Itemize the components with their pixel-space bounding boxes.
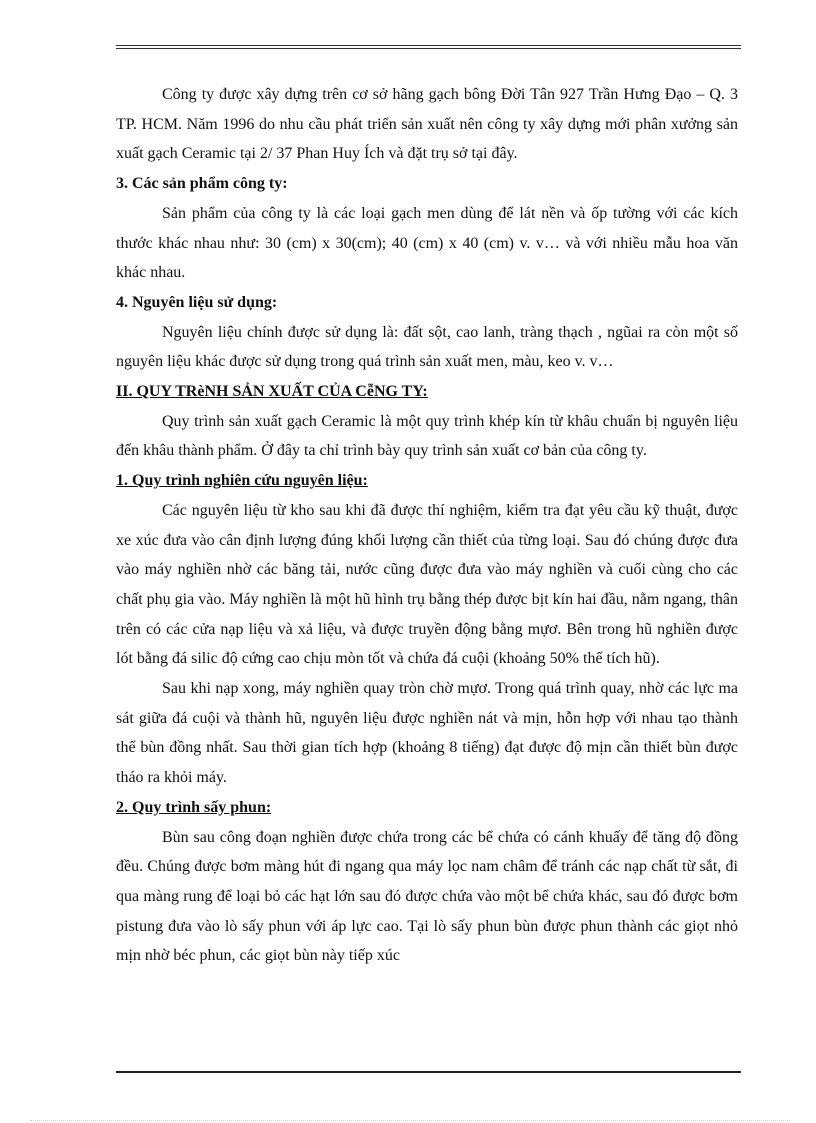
- header-rule-bottom: [116, 48, 741, 49]
- page-edge-dots: [30, 1120, 790, 1121]
- section-heading-products: 3. Các sản phẩm công ty:: [116, 175, 288, 193]
- footer-rule: [116, 1071, 741, 1073]
- section-heading-material-research: 1. Quy trình nghiên cứu nguyên liệu:: [116, 472, 368, 490]
- spray-drying-paragraph: Bùn sau công đoạn nghiền được chứa trong các bể chứa có cánh khuấy để tăng độ đồng đều. Chúng được bơm màng hút đi ngang qua máy lọc nam châm để tránh các nạp chất từ sắt, đi qua màng rung để loại bỏ các hạt lớn sau đó được chứa vào một bể chứa khác, sau đó được bơm pistung đưa vào lò sấy phun với áp lực cao. Tại lò sấy phun bùn được phun thành các giọt nhỏ mịn nhờ béc phun, các giọt bùn này tiếp xúc: [116, 828, 738, 965]
- intro-paragraph: Công ty được xây dựng trên cơ sở hãng gạch bông Đời Tân 927 Trần Hưng Đạo – Q. 3 TP. HCM. Năm 1996 do nhu cầu phát triển sản xuất nên công ty xây dựng mới phân xưởng sản xuất gạch Ceramic tại 2/ 37 Phan Huy Ích và đặt trụ sở tại đây.: [116, 86, 738, 163]
- products-paragraph: Sản phẩm của công ty là các loại gạch men dùng để lát nền và ốp tường với các kích thước khác nhau như: 30 (cm) x 30(cm); 40 (cm) x 40 (cm) v. v… và với nhiều mẫu hoa văn khác nhau.: [116, 204, 738, 282]
- process-intro-paragraph: Quy trình sản xuất gạch Ceramic là một quy trình khép kín từ khâu chuẩn bị nguyên liệu đến khâu thành phẩm. Ở đây ta chỉ trình bày quy trình sản xuất cơ bản của công ty.: [116, 412, 738, 460]
- material-research-paragraph-2: Sau khi nạp xong, máy nghiền quay tròn chờ mựơ. Trong quá trình quay, nhờ các lực ma sát giữa đá cuội và thành hũ, nguyên liệu được nghiền nát và mịn, hỗn hợp với nhau tạo thành thể bùn đồng nhất. Sau thời gian tích hợp (khoảng 8 tiếng) đạt được độ mịn cần thiết bùn được tháo ra khỏi máy.: [116, 680, 738, 787]
- section-heading-spray-drying: 2. Quy trình sấy phun:: [116, 798, 272, 816]
- header-rule-top: [116, 45, 741, 46]
- document-body: [116, 80, 738, 971]
- chapter-heading-process: II. QUY TRèNH SẢN XUẤT CỦA CễNG TY:: [116, 383, 428, 401]
- materials-paragraph: Nguyên liệu chính được sử dụng là: đất sột, cao lanh, tràng thạch , ngũai ra còn một số nguyên liệu khác được sử dụng trong quá trình sản xuất men, màu, keo v. v…: [116, 323, 738, 371]
- section-heading-materials: 4. Nguyên liệu sử dụng:: [116, 293, 278, 311]
- material-research-paragraph-1: Các nguyên liệu từ kho sau khi đã được thí nghiệm, kiểm tra đạt yêu cầu kỹ thuật, được xe xúc đưa vào cân định lượng đúng khối lượng cần thiết của từng loại. Sau đó chúng được đưa vào máy nghiền nhờ các băng tải, nước cũng được đưa vào máy nghiền và cuối cùng cho các chất phụ gia vào. Máy nghiền là một hũ hình trụ bằng thép được bịt kín hai đầu, nằm ngang, thân trên có các cửa nạp liệu và xả liệu, và được truyền động bằng mựơ. Bên trong hũ nghiền được lót bằng đá silic độ cứng cao chịu mòn tốt và chứa đá cuội (khoảng 50% thể tích hũ).: [116, 501, 738, 668]
